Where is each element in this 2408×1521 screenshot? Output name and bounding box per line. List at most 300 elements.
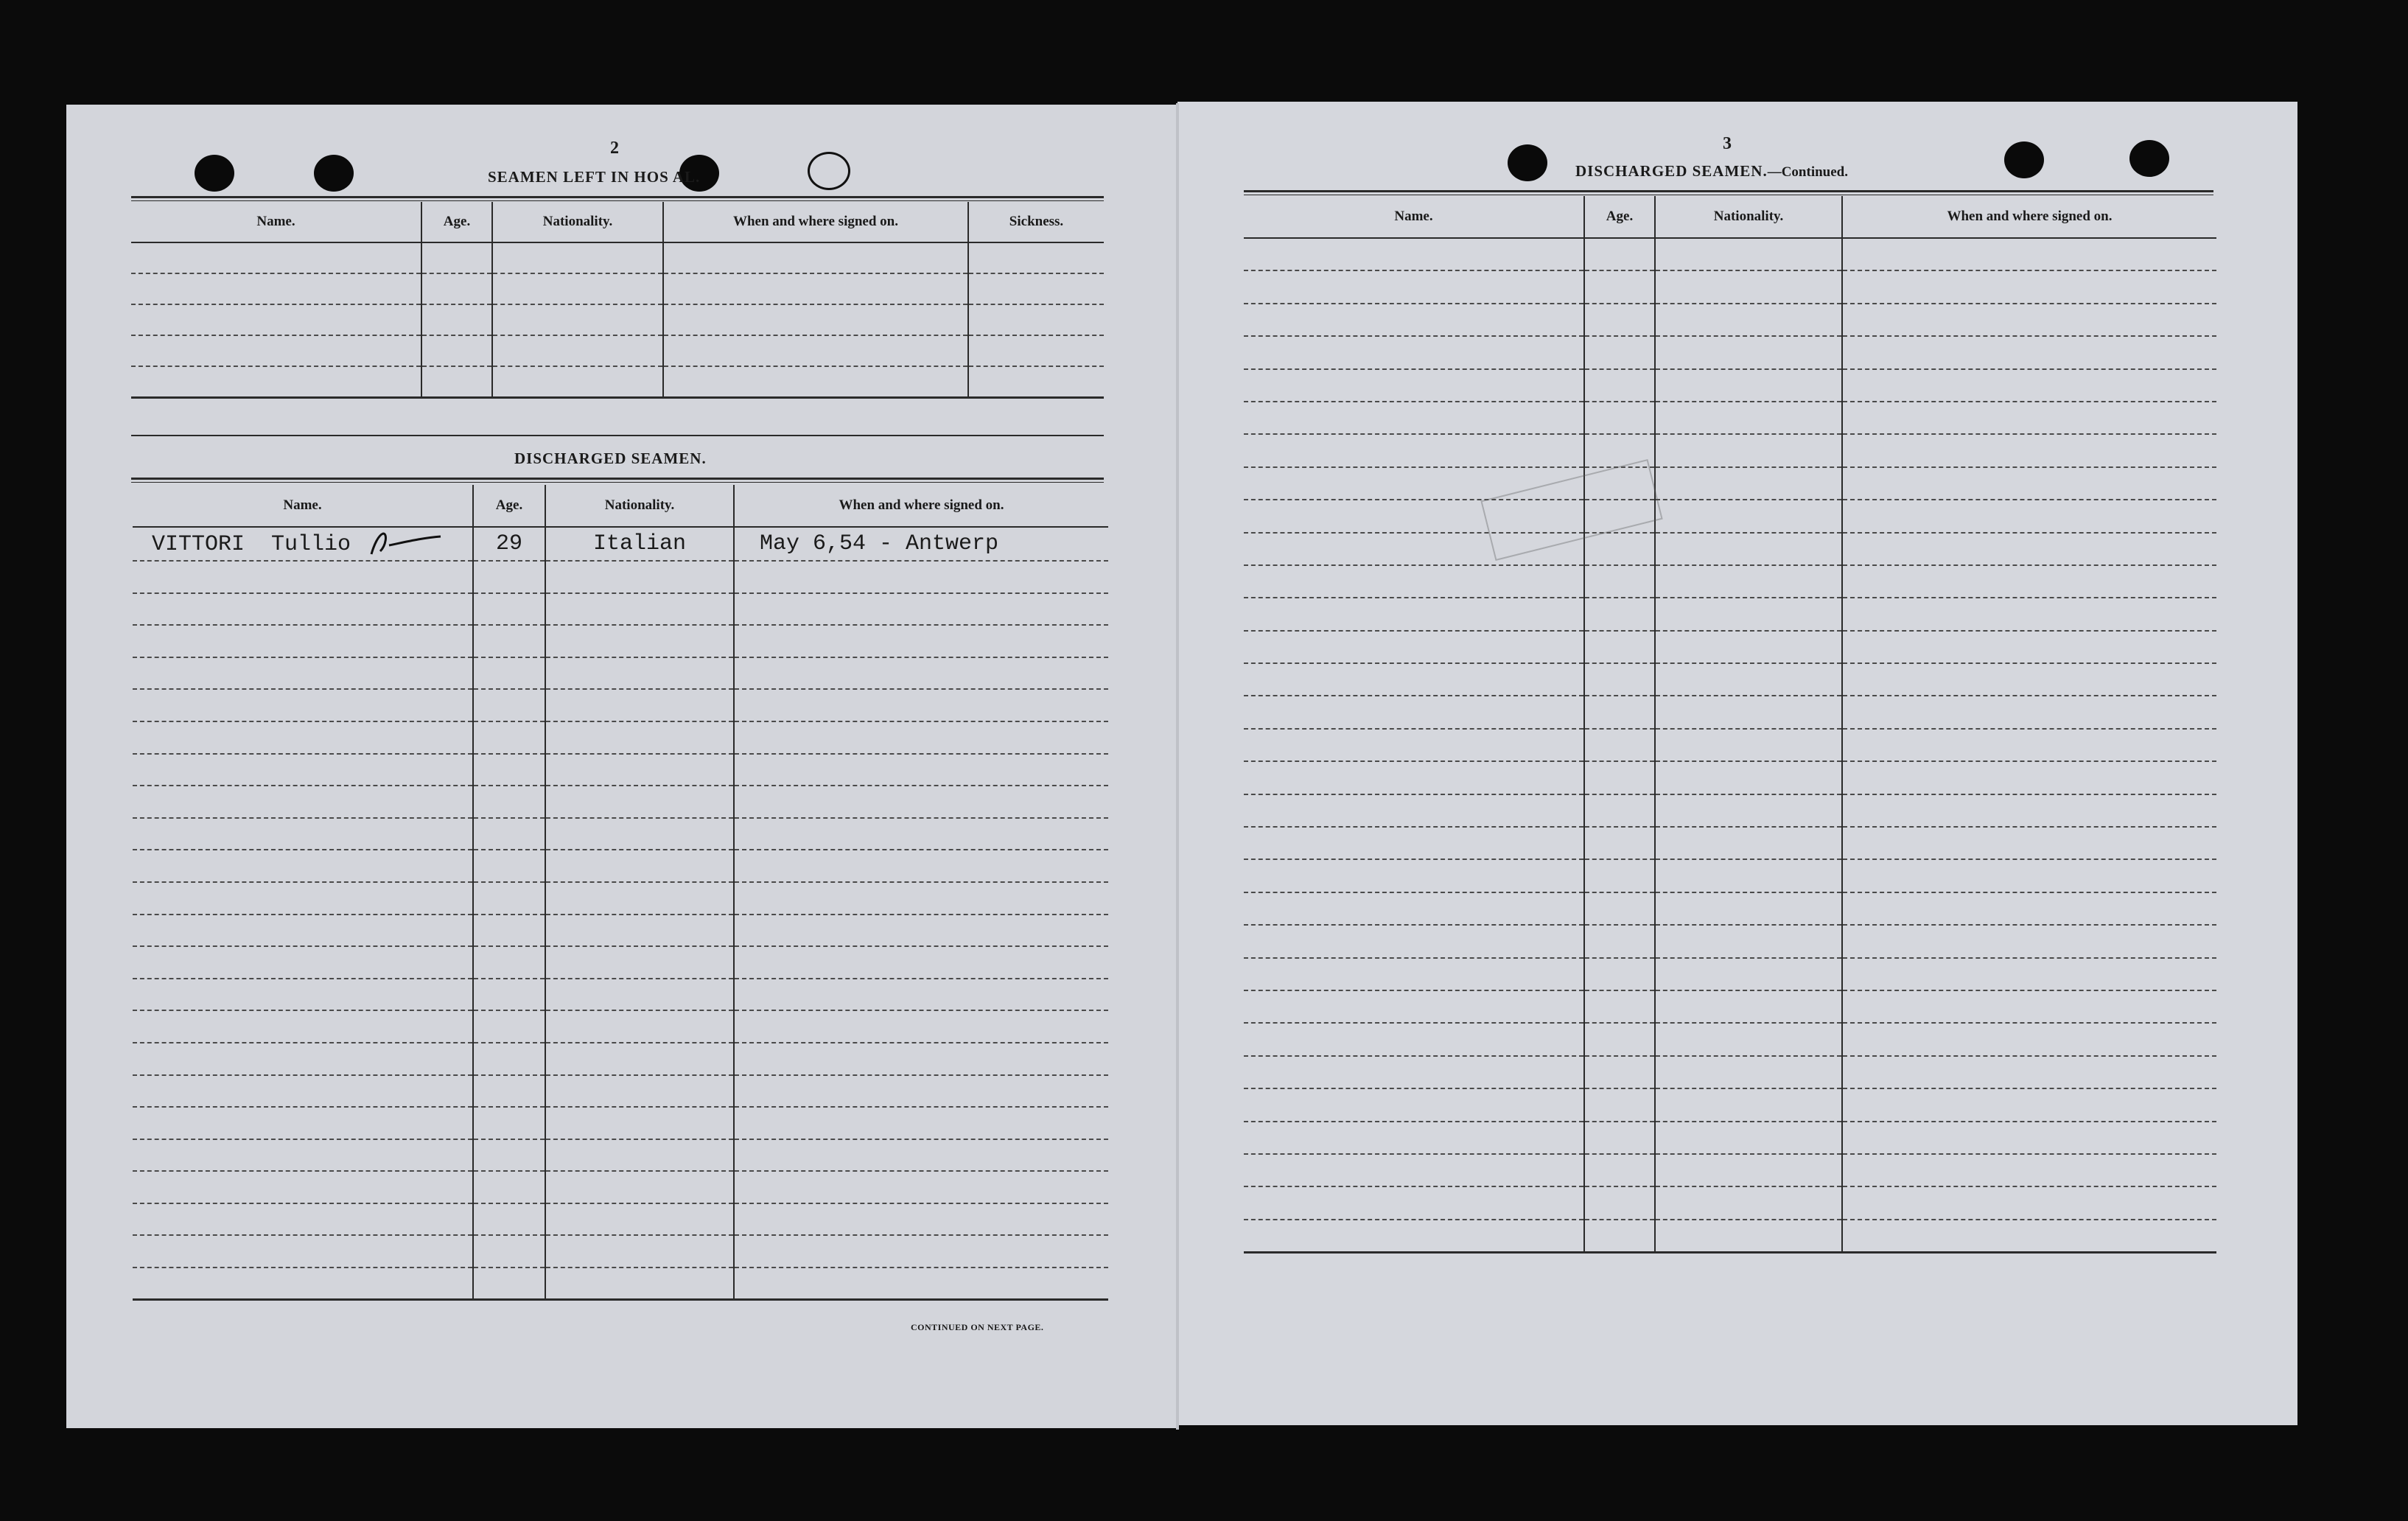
table-cell: [734, 850, 1108, 882]
table-cell: [473, 915, 545, 947]
table-row: [1244, 925, 2216, 957]
table-cell: [1842, 500, 2216, 532]
table-cell: [734, 1043, 1108, 1075]
table-row: [1244, 402, 2216, 434]
right-section-title-text: DISCHARGED SEAMEN.: [1575, 162, 1768, 180]
table-cell: [545, 818, 734, 850]
table-cell: [1655, 1186, 1842, 1219]
table-cell: [1584, 761, 1655, 794]
table-row: [1244, 859, 2216, 892]
table-row: [1244, 565, 2216, 598]
table-cell: [1655, 892, 1842, 925]
col-header-signed-on: When and where signed on.: [734, 485, 1108, 527]
col-header-name: Name.: [133, 485, 473, 527]
table-cell: [1655, 467, 1842, 500]
table-cell: [1244, 958, 1584, 990]
table-row: [133, 1043, 1108, 1075]
table-cell: [1584, 1056, 1655, 1088]
table-cell: [1655, 304, 1842, 336]
table-row: [133, 850, 1108, 882]
table-cell: [1655, 1154, 1842, 1186]
table-cell: [473, 1171, 545, 1203]
table-cell: [1584, 859, 1655, 892]
table-cell: [1244, 270, 1584, 303]
table-row: [133, 946, 1108, 979]
table-row: [133, 1268, 1108, 1300]
punch-hole: [2129, 140, 2169, 177]
table-row: [133, 786, 1108, 818]
table-cell: [1655, 598, 1842, 630]
discharged-table-right: [1244, 196, 2216, 1253]
table-cell: [473, 561, 545, 593]
table-row: [133, 1203, 1108, 1236]
table-cell: [545, 593, 734, 626]
table-cell: [1655, 761, 1842, 794]
table-cell: [1842, 663, 2216, 696]
table-row: [1244, 990, 2216, 1023]
table-cell: [734, 625, 1108, 657]
table-cell: [1655, 369, 1842, 402]
table-cell: [1842, 1122, 2216, 1154]
col-header-age: Age.: [1584, 196, 1655, 238]
table-cell: [1655, 402, 1842, 434]
table-row: [1244, 336, 2216, 368]
table-row: [1244, 1154, 2216, 1186]
table-cell: [133, 882, 473, 915]
table-cell: [545, 754, 734, 786]
table-cell: [1842, 467, 2216, 500]
table-cell: [1584, 663, 1655, 696]
table-cell: [1244, 794, 1584, 827]
col-header-age: Age.: [421, 202, 492, 242]
table-row: [1244, 827, 2216, 859]
table-cell: [133, 593, 473, 626]
table-cell: [1842, 1186, 2216, 1219]
discharged-section-title: DISCHARGED SEAMEN.: [514, 450, 707, 467]
table-cell: [133, 689, 473, 721]
table-row: [1244, 434, 2216, 466]
table-row: [1244, 631, 2216, 663]
table-cell: [1842, 990, 2216, 1023]
table-cell: [1584, 696, 1655, 728]
table-cell: [545, 1043, 734, 1075]
table-cell: [1584, 369, 1655, 402]
top-rule: [1244, 190, 2213, 192]
table-cell: [1842, 729, 2216, 761]
seaman-nationality: Italian: [545, 527, 734, 561]
table-cell: [734, 786, 1108, 818]
table-cell: [734, 721, 1108, 754]
punch-hole: [195, 155, 234, 192]
table-row: [1244, 1122, 2216, 1154]
table-cell: [133, 625, 473, 657]
table-cell: [1584, 598, 1655, 630]
table-row: [1244, 467, 2216, 500]
seaman-name: VITTORI Tullio: [152, 531, 351, 557]
table-cell: [133, 1139, 473, 1172]
table-cell: [473, 721, 545, 754]
table-cell: [133, 1235, 473, 1268]
page-number-left: 2: [610, 139, 619, 158]
table-cell: [133, 721, 473, 754]
table-cell: [734, 882, 1108, 915]
table-cell: [545, 657, 734, 690]
table-cell: [473, 1268, 545, 1300]
right-section-title: [1575, 162, 1848, 181]
table-row: [1244, 1220, 2216, 1252]
col-header-nationality: Nationality.: [492, 202, 663, 242]
right-section-title-suffix: —Continued.: [1767, 164, 1848, 180]
table-cell: [1584, 958, 1655, 990]
table-cell: [1842, 402, 2216, 434]
table-cell: [1584, 336, 1655, 368]
table-row: [1244, 1023, 2216, 1055]
table-cell: [1584, 1186, 1655, 1219]
table-cell: [473, 1010, 545, 1043]
table-cell: [1842, 761, 2216, 794]
table-cell: [1842, 892, 2216, 925]
table-cell: [473, 818, 545, 850]
table-cell: [473, 882, 545, 915]
table-row: [1244, 1056, 2216, 1088]
table-cell: [1244, 729, 1584, 761]
table-row: [131, 366, 1104, 397]
table-cell: [133, 979, 473, 1011]
table-cell: [473, 1043, 545, 1075]
punch-hole: [2004, 141, 2044, 178]
table-cell: [1842, 827, 2216, 859]
table-row: [1244, 533, 2216, 565]
table-cell: [1244, 565, 1584, 598]
table-row: [1244, 794, 2216, 827]
table-cell: [734, 754, 1108, 786]
table-cell: [1842, 1088, 2216, 1121]
table-cell: [734, 1139, 1108, 1172]
table-cell: [1842, 631, 2216, 663]
table-cell: [545, 689, 734, 721]
table-cell: [734, 1107, 1108, 1139]
table-cell: [545, 1235, 734, 1268]
table-cell: [1584, 238, 1655, 270]
table-cell: [1244, 1220, 1584, 1252]
table-cell: [133, 1043, 473, 1075]
table-row: [133, 527, 1108, 561]
table-row: [1244, 598, 2216, 630]
table-cell: [133, 1010, 473, 1043]
table-cell: [545, 946, 734, 979]
table-cell: [1584, 402, 1655, 434]
continued-note: CONTINUED ON NEXT PAGE.: [911, 1322, 1044, 1332]
table-cell: [545, 1010, 734, 1043]
page-number-right: 3: [1723, 134, 1732, 153]
table-cell: [473, 850, 545, 882]
table-cell: [1244, 238, 1584, 270]
table-row: [133, 979, 1108, 1011]
table-row: [133, 593, 1108, 626]
table-row: [133, 1139, 1108, 1172]
table-cell: [1244, 1023, 1584, 1055]
table-cell: [1655, 925, 1842, 957]
table-cell: [1244, 859, 1584, 892]
table-cell: [734, 1075, 1108, 1108]
table-row: [133, 818, 1108, 850]
table-cell: [1655, 336, 1842, 368]
table-cell: [1584, 1220, 1655, 1252]
table-cell: [1244, 1088, 1584, 1121]
table-cell: [1244, 892, 1584, 925]
table-cell: [1655, 434, 1842, 466]
table-cell: [734, 979, 1108, 1011]
table-cell: [1244, 598, 1584, 630]
table-cell: [1584, 1023, 1655, 1055]
seaman-age: 29: [473, 527, 545, 561]
table-row: [133, 1171, 1108, 1203]
table-cell: [1244, 304, 1584, 336]
top-rule-thin: [131, 200, 1104, 201]
table-row: [133, 721, 1108, 754]
table-row: [133, 1075, 1108, 1108]
table-cell: [473, 979, 545, 1011]
table-row: [133, 754, 1108, 786]
table-cell: [545, 1171, 734, 1203]
table-row: [1244, 1088, 2216, 1121]
table-row: [1244, 958, 2216, 990]
table-cell: [1655, 1088, 1842, 1121]
table-cell: [1584, 1088, 1655, 1121]
table-cell: [734, 1268, 1108, 1300]
table-cell: [1842, 794, 2216, 827]
table-cell: [1584, 729, 1655, 761]
table-cell: [1842, 1023, 2216, 1055]
table-cell: [1244, 925, 1584, 957]
table-row: [1244, 892, 2216, 925]
discharged-table-left: [133, 485, 1108, 1301]
table-cell: [545, 1268, 734, 1300]
top-rule: [131, 196, 1104, 198]
table-cell: [1584, 990, 1655, 1023]
table-cell: [473, 657, 545, 690]
table-cell: [734, 1010, 1108, 1043]
table-row: [131, 304, 1104, 335]
punch-hole: [1508, 144, 1547, 181]
table-cell: [1842, 533, 2216, 565]
table-row: [133, 625, 1108, 657]
table-cell: [133, 1107, 473, 1139]
col-header-nationality: Nationality.: [545, 485, 734, 527]
table-cell: [1655, 533, 1842, 565]
punch-hole: [314, 155, 354, 192]
table-cell: [545, 979, 734, 1011]
table-cell: [1655, 500, 1842, 532]
table-cell: [545, 1139, 734, 1172]
table-cell: [1655, 729, 1842, 761]
table-cell: [133, 561, 473, 593]
table-cell: [1244, 1122, 1584, 1154]
table-cell: [1655, 859, 1842, 892]
table-cell: [1584, 892, 1655, 925]
table-cell: [1655, 1023, 1842, 1055]
col-header-age: Age.: [473, 485, 545, 527]
table-cell: [1842, 696, 2216, 728]
table-cell: [1842, 238, 2216, 270]
table-cell: [545, 625, 734, 657]
table-cell: [1584, 533, 1655, 565]
table-cell: [734, 657, 1108, 690]
table-cell: [473, 1139, 545, 1172]
col-header-nationality: Nationality.: [1655, 196, 1842, 238]
table-cell: [1244, 434, 1584, 466]
table-cell: [1655, 238, 1842, 270]
col-header-name: Name.: [1244, 196, 1584, 238]
table-row: [133, 1235, 1108, 1268]
page-fold: [1176, 103, 1179, 1430]
table-cell: [1842, 434, 2216, 466]
table-cell: [545, 915, 734, 947]
table-row: [1244, 304, 2216, 336]
table-cell: [1584, 925, 1655, 957]
table-cell: [1842, 1220, 2216, 1252]
table-cell: [1244, 369, 1584, 402]
table-cell: [1244, 336, 1584, 368]
table-cell: [734, 818, 1108, 850]
table-cell: [133, 1075, 473, 1108]
table-cell: [1244, 761, 1584, 794]
table-cell: [545, 561, 734, 593]
table-cell: [133, 786, 473, 818]
table-cell: [133, 754, 473, 786]
table-cell: [1584, 794, 1655, 827]
table-row: [131, 242, 1104, 273]
table-row: [133, 561, 1108, 593]
table-cell: [473, 689, 545, 721]
table-cell: [1655, 663, 1842, 696]
table-row: [1244, 1186, 2216, 1219]
table-cell: [1244, 827, 1584, 859]
table-row: [133, 1010, 1108, 1043]
table-cell: [1244, 990, 1584, 1023]
table-cell: [133, 850, 473, 882]
table-row: [133, 1107, 1108, 1139]
table-row: [131, 273, 1104, 304]
table-cell: [1655, 565, 1842, 598]
table-cell: [1655, 631, 1842, 663]
handwritten-mark-icon: [364, 529, 445, 559]
table-cell: [1655, 827, 1842, 859]
table-cell: [545, 721, 734, 754]
table-cell: [133, 818, 473, 850]
table-cell: [1584, 827, 1655, 859]
col-header-sickness: Sickness.: [968, 202, 1104, 242]
table-cell: [1584, 270, 1655, 303]
table-row: [133, 657, 1108, 690]
table-cell: [1842, 270, 2216, 303]
table-cell: [1842, 1154, 2216, 1186]
table-cell: [1584, 565, 1655, 598]
table-cell: [1584, 631, 1655, 663]
table-cell: [1655, 794, 1842, 827]
table-cell: [1842, 304, 2216, 336]
table-cell: [133, 1268, 473, 1300]
table-cell: [1842, 958, 2216, 990]
table-cell: [1842, 369, 2216, 402]
section-rule: [131, 478, 1104, 480]
table-cell: [734, 1171, 1108, 1203]
table-cell: [1842, 336, 2216, 368]
table-row: [133, 689, 1108, 721]
table-cell: [1655, 990, 1842, 1023]
table-cell: [133, 657, 473, 690]
table-cell: [473, 1203, 545, 1236]
punch-hole: [808, 152, 850, 190]
seaman-signed-on: May 6,54 - Antwerp: [734, 527, 1108, 561]
table-cell: [1244, 402, 1584, 434]
table-cell: [473, 625, 545, 657]
table-cell: [1842, 598, 2216, 630]
table-cell: [473, 754, 545, 786]
table-cell: [1655, 1122, 1842, 1154]
section-rule: [131, 435, 1104, 436]
col-header-signed-on: When and where signed on.: [1842, 196, 2216, 238]
table-cell: [1584, 304, 1655, 336]
table-cell: [545, 882, 734, 915]
table-cell: [1842, 1056, 2216, 1088]
table-cell: [1655, 1220, 1842, 1252]
table-cell: [734, 1203, 1108, 1236]
table-cell: [133, 1171, 473, 1203]
table-cell: [473, 786, 545, 818]
table-cell: [1842, 859, 2216, 892]
table-cell: [133, 915, 473, 947]
table-cell: [1655, 958, 1842, 990]
hospital-table: [131, 202, 1104, 399]
table-cell: [1655, 1056, 1842, 1088]
table-row: [1244, 761, 2216, 794]
table-row: [1244, 696, 2216, 728]
table-row: [131, 335, 1104, 366]
col-header-name: Name.: [131, 202, 421, 242]
table-cell: [473, 593, 545, 626]
table-row: [1244, 238, 2216, 270]
table-cell: [545, 1075, 734, 1108]
table-cell: [1244, 663, 1584, 696]
table-cell: [1655, 270, 1842, 303]
table-cell: [1244, 1186, 1584, 1219]
table-cell: [734, 561, 1108, 593]
table-cell: [133, 1203, 473, 1236]
table-cell: [1244, 631, 1584, 663]
col-header-signed-on: When and where signed on.: [663, 202, 968, 242]
table-cell: [734, 1235, 1108, 1268]
table-cell: [734, 593, 1108, 626]
table-cell: [734, 946, 1108, 979]
table-row: [1244, 369, 2216, 402]
table-row: [1244, 663, 2216, 696]
table-cell: [1842, 925, 2216, 957]
table-row: [133, 882, 1108, 915]
table-cell: [734, 915, 1108, 947]
table-row: [1244, 500, 2216, 532]
table-cell: [1842, 565, 2216, 598]
table-row: [133, 915, 1108, 947]
table-cell: [1244, 1154, 1584, 1186]
table-cell: [1244, 696, 1584, 728]
table-cell: [734, 689, 1108, 721]
table-cell: [133, 946, 473, 979]
hospital-section-title: SEAMEN LEFT IN HOS AL.: [488, 168, 701, 186]
table-row: [1244, 270, 2216, 303]
table-cell: [473, 1107, 545, 1139]
table-cell: [1584, 1122, 1655, 1154]
